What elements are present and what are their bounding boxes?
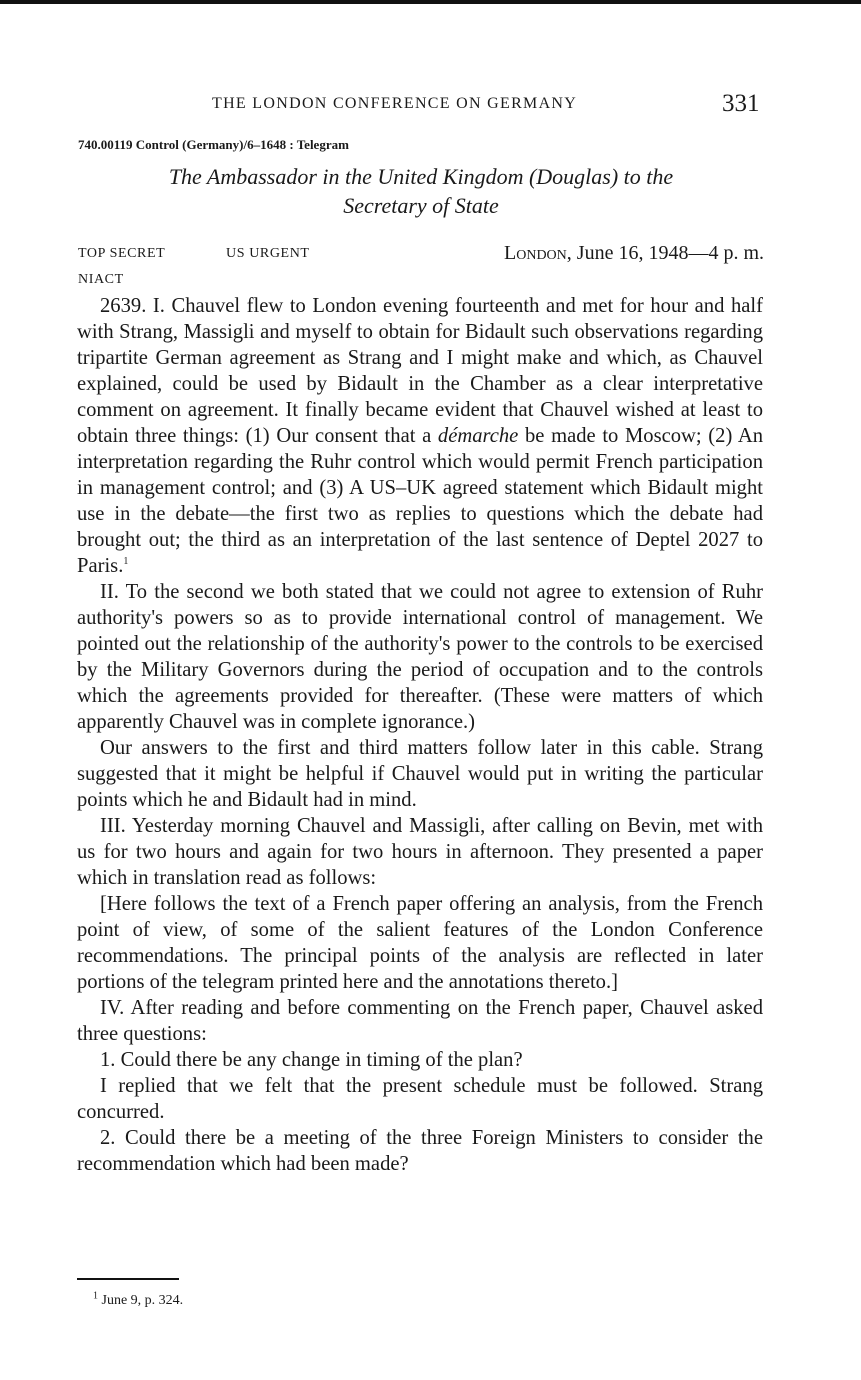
classification-secrecy: TOP SECRET	[78, 246, 166, 261]
paragraph-answers: Our answers to the first and third matters follow later in this cable. Strang suggested that it might be helpful if Chauvel would put in writing the particular points which he and Bidault had in mind.	[77, 737, 763, 811]
paragraph-question-2: 2. Could there be a meeting of the three Foreign Ministers to consider the recommendation which had been made?	[77, 1127, 763, 1175]
document-title	[78, 162, 764, 220]
document-title-line-1: The Ambassador in the United Kingdom (Douglas) to the	[168, 164, 674, 189]
top-border-rule	[0, 0, 861, 4]
paragraph-editorial-note: [Here follows the text of a French paper offering an analysis, from the French point of view, of some of the salient features of the London Conference recommendations. The principal points of the analysis are reflected in later portions of the telegram printed here and the annotations thereto.]	[77, 893, 763, 993]
running-title: THE LONDON CONFERENCE ON GERMANY	[212, 95, 578, 112]
paragraph-1-emphasis: démarche	[437, 425, 519, 447]
classification-niact: NIACT	[78, 272, 124, 287]
paragraph-section-ii: II. To the second we both stated that we could not agree to extension of Ruhr authority's powers so as to provide international control of management. We pointed out the relationship of the authority's power to the controls to be exercised by the Military Governors during the period of occupation and to the controls which the agreements provided for thereafter. (These were matters of which apparently Chauvel was in complete ignorance.)	[77, 581, 763, 733]
dateline	[454, 242, 764, 265]
file-reference: 740.00119 Control (Germany)/6–1648 : Telegram	[78, 137, 349, 152]
paragraph-reply-1: I replied that we felt that the present schedule must be followed. Strang concurred.	[77, 1075, 763, 1123]
footnote-marker: 1	[123, 556, 129, 568]
footnote-text: June 9, p. 324.	[101, 1293, 184, 1308]
paragraph-question-1: 1. Could there be any change in timing of the plan?	[100, 1049, 523, 1071]
paragraph-section-i	[77, 293, 763, 579]
footnote	[93, 1290, 184, 1309]
paragraph-section-iv: IV. After reading and before commenting on the French paper, Chauvel asked three questions:	[77, 997, 763, 1045]
dateline-date: June 16, 1948—4 p. m.	[576, 242, 764, 264]
document-title-line-2: Secretary of State	[343, 193, 499, 218]
paragraph-1-part-1: 2639. I. Chauvel flew to London evening fourteenth and met for hour and half with Strang, Massigli and myself to obtain for Bidault such observations regarding tripartite German agreement as Strang and I might make and which, as Chauvel explained, could be used by Bidault in the Chamber as a clear interpretative comment on agreement. It finally became evident that Chauvel wished at least to obtain three things: (1) Our consent that a	[77, 295, 763, 447]
paragraph-section-iii: III. Yesterday morning Chauvel and Massigli, after calling on Bevin, met with us for two hours and again for two hours in afternoon. They presented a paper which in translation read as follows:	[77, 815, 763, 889]
footnote-divider	[77, 1278, 179, 1280]
classification-precedence: US URGENT	[226, 246, 310, 261]
dateline-place: London,	[504, 242, 572, 264]
paragraph-1-part-2: be made to Moscow; (2) An interpretation regarding the Ruhr control which would permit French participation in management control; and (3) A US–UK agreed statement which Bidault might use in the debate—the first two as replies to questions which the debate had brought out; the third as an interpretation of the last sentence of Deptel 2027 to Paris.	[77, 425, 763, 577]
running-header	[0, 90, 861, 123]
page-number: 331	[722, 90, 760, 117]
telegram-body	[77, 293, 763, 1177]
footnote-number: 1	[93, 1290, 98, 1302]
